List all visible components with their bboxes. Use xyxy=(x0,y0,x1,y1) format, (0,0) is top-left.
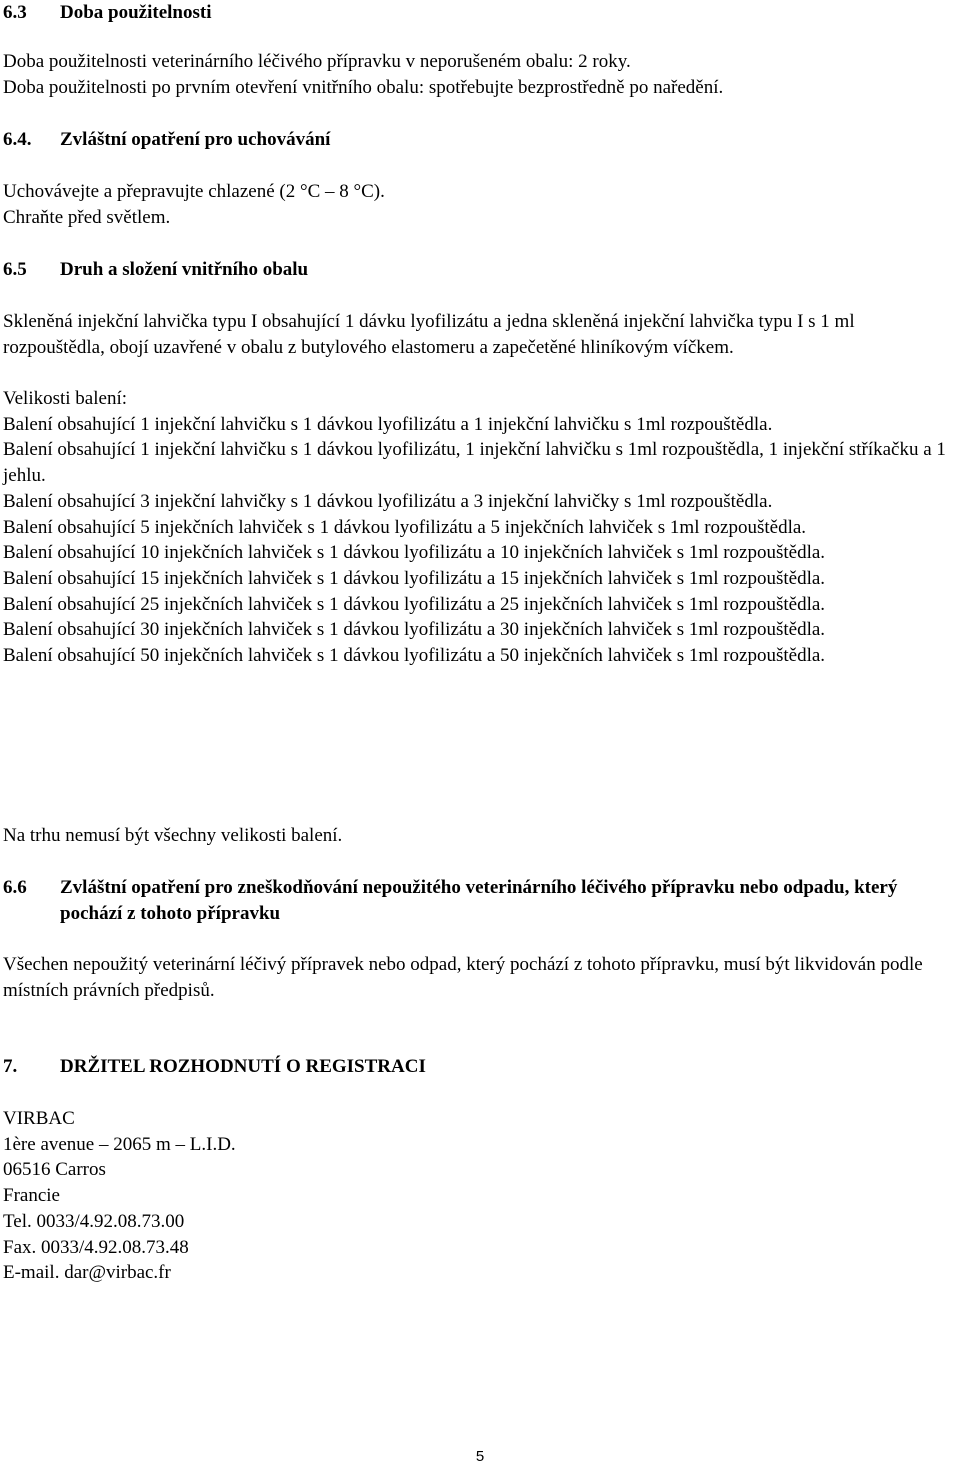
section-number: 6.5 xyxy=(3,259,27,280)
section-6-4-heading xyxy=(3,127,957,153)
pack-size-item: Balení obsahující 50 injekčních lahviček s 1 dávkou lyofilizátu a 50 injekčních lahviček s 1ml rozpouštědla. xyxy=(3,645,826,667)
address-country: Francie xyxy=(3,1185,60,1207)
pack-size-item: Balení obsahující 1 injekční lahvičku s 1 dávkou lyofilizátu, 1 injekční lahvičku s 1ml rozpouštědla, 1 injekční stříkačku a 1 jehlu. xyxy=(3,439,946,487)
section-number: 7. xyxy=(3,1056,18,1077)
section-6-5-heading xyxy=(3,257,957,283)
disposal-text: Všechen nepoužitý veterinární léčivý přípravek nebo odpad, který pochází z tohoto přípravku, musí být likvidován podle místních právních předpisů. xyxy=(3,954,923,1001)
section-6-4-body xyxy=(3,179,957,230)
section-6-3-body xyxy=(3,49,957,100)
section-6-5-intro xyxy=(3,309,957,360)
section-number: 6.4. xyxy=(3,129,32,150)
pack-size-item: Balení obsahující 1 injekční lahvičku s 1 dávkou lyofilizátu a 1 injekční lahvičku s 1ml rozpouštědla. xyxy=(3,413,773,435)
pack-size-item: Balení obsahující 25 injekčních lahviček s 1 dávkou lyofilizátu a 25 injekčních lahviček s 1ml rozpouštědla. xyxy=(3,593,826,615)
pack-sizes-heading: Velikosti balení: xyxy=(3,388,128,409)
section-title: Zvláštní opatření pro uchovávání xyxy=(60,129,331,150)
section-number: 6.3 xyxy=(3,2,27,23)
container-description: Skleněná injekční lahvička typu I obsahující 1 dávku lyofilizátu a jedna skleněná injekční lahvička typu I s 1 ml rozpouštědla, obojí uzavřené v obalu z butylového elastomeru a zapečetěné hliníkovým víčkem. xyxy=(3,311,855,358)
page-number: 5 xyxy=(475,1448,485,1465)
section-6-6-heading xyxy=(3,875,957,926)
email-line: E-mail. dar@virbac.fr xyxy=(3,1262,171,1284)
shelf-life-line: Doba použitelnosti veterinárního léčivého přípravku v neporušeném obalu: 2 roky. xyxy=(3,51,631,72)
section-6-6-body xyxy=(3,952,957,1003)
storage-line: Uchovávejte a přepravujte chlazené (2 °C – 8 °C). xyxy=(3,181,385,202)
address-line: 1ère avenue – 2065 m – L.I.D. xyxy=(3,1133,236,1155)
section-title: Doba použitelnosti xyxy=(60,2,212,23)
pack-size-item: Balení obsahující 10 injekčních lahviček s 1 dávkou lyofilizátu a 10 injekčních lahviček s 1ml rozpouštědla. xyxy=(3,542,826,564)
pack-size-item: Balení obsahující 5 injekčních lahviček s 1 dávkou lyofilizátu a 5 injekčních lahviček s 1ml rozpouštědla. xyxy=(3,516,807,538)
section-6-3-heading xyxy=(3,0,957,26)
section-title: Zvláštní opatření pro zneškodňování nepoužitého veterinárního léčivého přípravku nebo odpadu, který pochází z tohoto přípravku xyxy=(60,877,898,924)
pack-size-item: Balení obsahující 30 injekčních lahviček s 1 dávkou lyofilizátu a 30 injekčních lahviček s 1ml rozpouštědla. xyxy=(3,619,826,641)
phone-line: Tel. 0033/4.92.08.73.00 xyxy=(3,1210,185,1232)
section-title: DRŽITEL ROZHODNUTÍ O REGISTRACI xyxy=(60,1056,426,1077)
section-6-5-note xyxy=(3,823,957,849)
section-title: Druh a složení vnitřního obalu xyxy=(60,259,309,280)
section-number: 6.6 xyxy=(3,877,27,898)
address-line: 06516 Carros xyxy=(3,1159,106,1181)
section-7-heading xyxy=(3,1054,957,1080)
availability-note: Na trhu nemusí být všechny velikosti balení. xyxy=(3,825,343,846)
fax-line: Fax. 0033/4.92.08.73.48 xyxy=(3,1236,189,1258)
pack-size-item: Balení obsahující 15 injekčních lahviček s 1 dávkou lyofilizátu a 15 injekčních lahviček s 1ml rozpouštědla. xyxy=(3,567,826,589)
holder-address xyxy=(3,1106,957,1286)
section-6-5-packs xyxy=(3,386,957,669)
pack-size-item: Balení obsahující 3 injekční lahvičky s 1 dávkou lyofilizátu a 3 injekční lahvičky s 1ml rozpouštědla. xyxy=(3,490,773,512)
storage-line: Chraňte před světlem. xyxy=(3,206,171,228)
shelf-life-after-opening-line: Doba použitelnosti po prvním otevření vnitřního obalu: spotřebujte bezprostředně po naředění. xyxy=(3,76,724,98)
holder-name: VIRBAC xyxy=(3,1108,75,1129)
